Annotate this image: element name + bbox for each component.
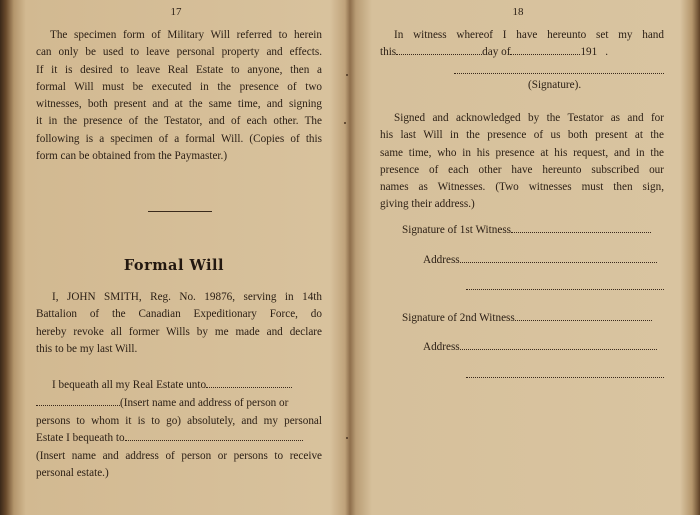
page-number-right: 18	[512, 6, 524, 18]
witness1-blank	[511, 223, 651, 233]
will-line: Battalion of the Canadian Expeditionary Force, do	[36, 308, 322, 321]
intro-line: following is a specimen of a formal Will. (Copies of this	[36, 132, 322, 145]
witness1-address-blank	[460, 253, 657, 263]
intro-line: form can be obtained from the Paymaster.)	[36, 150, 228, 163]
date-year: 191	[580, 46, 598, 58]
bequeath-insert-receive	[36, 448, 322, 483]
will-line: hereby revoke all former Wills by me made and declare	[36, 325, 322, 338]
binding-stitch-mark	[346, 437, 348, 439]
day-blank	[396, 45, 482, 55]
blank-field	[36, 396, 120, 406]
bequeath-text: Estate I bequeath to	[36, 432, 125, 444]
signature-label: (Signature).	[528, 79, 582, 91]
blank-field	[125, 431, 303, 441]
intro-line: The specimen form of Military Will referred to herein	[50, 29, 322, 41]
right-page	[352, 0, 700, 515]
page-number-left: 17	[170, 6, 182, 18]
date-line	[380, 45, 608, 58]
date-day-of: day of	[482, 46, 511, 58]
signed-acknowledged-paragraph	[380, 110, 664, 214]
bequeath-text: personal estate.)	[36, 467, 109, 480]
binding-stitch-mark	[344, 122, 346, 124]
bequeath-text: (Insert name and address of person or persons to receive	[36, 450, 322, 462]
witness1-address-field	[423, 253, 657, 266]
bequeath-text: persons to whom it is to go) absolutely, and my personal	[36, 415, 322, 427]
witness-line: In witness whereof I have hereunto set my hand	[394, 29, 664, 41]
intro-line: witnesses, both present and at the same time, and signing	[36, 98, 322, 111]
signed-line: presence of each other have hereunto subscribed our	[380, 163, 664, 176]
will-line: this to be my last Will.	[36, 342, 138, 355]
signed-line: same time, who in his presence at his request, and in the	[380, 146, 664, 159]
month-blank	[510, 45, 580, 55]
will-declaration	[36, 289, 322, 358]
bequeath-personal-line	[36, 431, 303, 444]
witness2-address-line2	[466, 377, 664, 378]
date-this: this	[380, 46, 397, 58]
blank-field	[206, 378, 292, 388]
witness1-label: Signature of 1st Witness	[402, 224, 512, 236]
bequeath-real-estate-line	[52, 378, 292, 391]
bequeath-insert-line	[36, 396, 288, 409]
testator-signature-line	[454, 73, 664, 74]
witness1-address-label: Address	[423, 254, 460, 266]
left-page	[0, 0, 348, 515]
intro-line: it in the presence of the Testator, and of each other. The	[36, 115, 322, 128]
witness1-signature-field	[402, 223, 651, 236]
witness2-label: Signature of 2nd Witness	[402, 312, 515, 324]
will-line: I, JOHN SMITH, Reg. No. 19876, serving in 14th	[52, 291, 322, 303]
witness2-address-blank	[460, 340, 657, 350]
witness2-address-label: Address	[423, 341, 460, 353]
formal-will-heading: Formal Will	[123, 257, 225, 274]
signed-line: names as Witnesses. (Two witnesses must then sign,	[380, 181, 664, 194]
intro-paragraph	[36, 27, 322, 165]
witness1-address-line2	[466, 289, 664, 290]
witness-clause	[380, 27, 664, 44]
witness2-blank	[515, 311, 652, 321]
section-divider	[148, 211, 212, 212]
signed-line: Signed and acknowledged by the Testator as and for	[394, 112, 664, 124]
signed-line: his last Will in the presence of us both present at the	[380, 129, 664, 142]
intro-line: formal Will must be executed in the presence of two	[36, 80, 322, 93]
witness2-address-field	[423, 340, 657, 353]
intro-line: If it is desired to leave Real Estate to anyone, then a	[36, 63, 322, 76]
bequeath-text: I bequeath all my Real Estate unto	[52, 379, 207, 391]
witness2-signature-field	[402, 311, 652, 324]
bequeath-persons	[36, 413, 322, 430]
bequeath-text: (Insert name and address of person or	[120, 397, 289, 409]
date-period: .	[605, 46, 609, 58]
binding-stitch-mark	[346, 74, 348, 76]
signed-line: giving their address.)	[380, 198, 475, 211]
intro-line: can only be used to leave personal property and effects.	[36, 46, 322, 59]
